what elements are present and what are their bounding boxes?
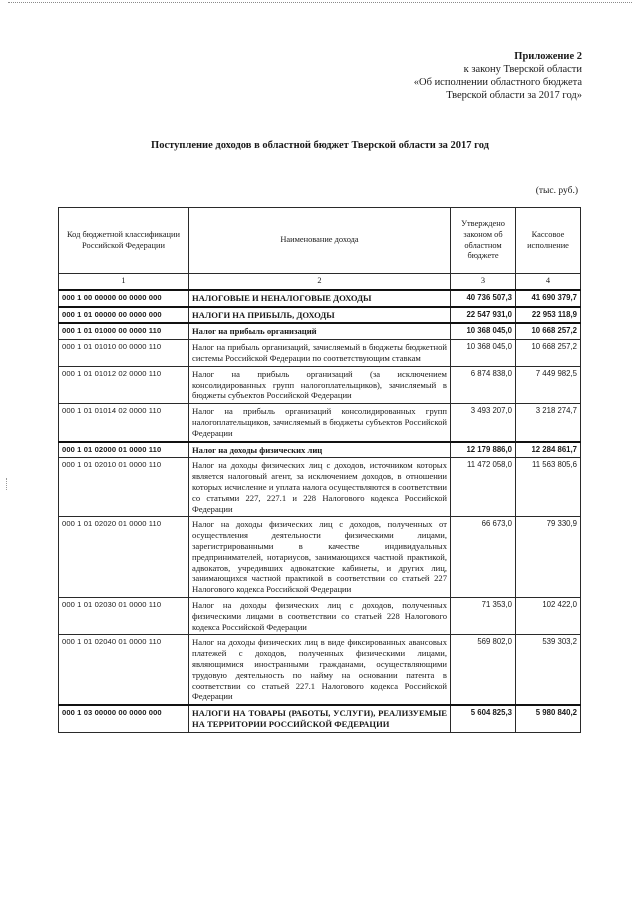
row-code: 000 1 01 01014 02 0000 110 [59,404,189,442]
row-name: НАЛОГОВЫЕ И НЕНАЛОГОВЫЕ ДОХОДЫ [189,290,451,307]
column-number: 1 [59,274,189,290]
row-actual: 3 218 274,7 [516,404,581,442]
row-code: 000 1 01 01010 00 0000 110 [59,340,189,367]
table-row [59,635,581,705]
units-label: (тыс. руб.) [535,186,578,196]
scan-top-border [8,2,632,3]
row-actual: 12 284 861,7 [516,442,581,458]
row-actual: 102 422,0 [516,597,581,634]
header-code: Код бюджетной классификации Российской Федерации [59,208,189,274]
row-name: Налог на прибыль организаций, зачисляемый в бюджеты бюджетной системы Российской Федерации по соответствующим ставкам [189,340,451,367]
appendix-line-1: к закону Тверской области [463,64,582,75]
row-approved: 40 736 507,3 [451,290,516,307]
row-approved: 569 802,0 [451,635,516,705]
header-name: Наименование дохода [189,208,451,274]
row-actual: 22 953 118,9 [516,307,581,324]
row-code: 000 1 01 02040 01 0000 110 [59,635,189,705]
table-row [59,404,581,442]
row-actual: 10 668 257,2 [516,323,581,339]
row-code: 000 1 01 01012 02 0000 110 [59,366,189,403]
appendix-line-3: Тверской области за 2017 год» [446,90,582,101]
row-code: 000 1 01 02010 01 0000 110 [59,458,189,517]
row-code: 000 1 01 02000 01 0000 110 [59,442,189,458]
header-actual: Кассовое исполнение [516,208,581,274]
header-approved: Утверждено законом об областном бюджете [451,208,516,274]
row-approved: 5 604 825,3 [451,705,516,732]
table-row [59,340,581,367]
row-approved: 11 472 058,0 [451,458,516,517]
table-row [59,705,581,732]
appendix-line-2: «Об исполнении областного бюджета [413,77,582,88]
table-row [59,323,581,339]
row-name: Налог на доходы физических лиц с доходов, полученных физическими лицами в соответствии со статьей 228 Налогового кодекса Российской Федерации [189,597,451,634]
row-code: 000 1 03 00000 00 0000 000 [59,705,189,732]
row-code: 000 1 01 02020 01 0000 110 [59,517,189,598]
row-name: Налог на прибыль организаций (за исключением консолидированных групп налогоплательщиков), зачисляемый в бюджеты субъектов Российской Федерации [189,366,451,403]
table-row [59,290,581,307]
row-code: 000 1 01 01000 00 0000 110 [59,323,189,339]
header-row [59,208,581,274]
scan-margin-mark [6,478,10,490]
appendix-header [322,50,582,102]
row-actual: 10 668 257,2 [516,340,581,367]
row-approved: 6 874 838,0 [451,366,516,403]
row-code: 000 1 00 00000 00 0000 000 [59,290,189,307]
table-row [59,307,581,324]
row-approved: 66 673,0 [451,517,516,598]
row-approved: 3 493 207,0 [451,404,516,442]
table-row [59,442,581,458]
row-name: НАЛОГИ НА ТОВАРЫ (РАБОТЫ, УСЛУГИ), РЕАЛИЗУЕМЫЕ НА ТЕРРИТОРИИ РОССИЙСКОЙ ФЕДЕРАЦИИ [189,705,451,732]
table-row [59,597,581,634]
row-actual: 5 980 840,2 [516,705,581,732]
table-row [59,366,581,403]
table-row [59,458,581,517]
row-name: Налог на доходы физических лиц [189,442,451,458]
row-name: Налог на прибыль организаций [189,323,451,339]
column-number-row [59,274,581,290]
row-name: НАЛОГИ НА ПРИБЫЛЬ, ДОХОДЫ [189,307,451,324]
column-number: 4 [516,274,581,290]
document-title: Поступление доходов в областной бюджет Тверской области за 2017 год [151,140,489,151]
row-approved: 12 179 886,0 [451,442,516,458]
row-actual: 41 690 379,7 [516,290,581,307]
row-actual: 7 449 982,5 [516,366,581,403]
row-name: Налог на доходы физических лиц с доходов, источником которых является налоговый агент, за исключением доходов, в отношении которых исчисление и уплата налога осуществляются в соответствии со статьями 227, 227.1 и 228 Налогового кодекса Российской Федерации [189,458,451,517]
row-approved: 10 368 045,0 [451,323,516,339]
row-code: 000 1 01 00000 00 0000 000 [59,307,189,324]
row-name: Налог на прибыль организаций консолидированных групп налогоплательщиков, зачисляемый в бюджеты субъектов Российской Федерации [189,404,451,442]
row-approved: 22 547 931,0 [451,307,516,324]
row-approved: 71 353,0 [451,597,516,634]
row-actual: 11 563 805,6 [516,458,581,517]
column-number: 3 [451,274,516,290]
row-name: Налог на доходы физических лиц с доходов, полученных от осуществления деятельности физическими лицами, зарегистрированными в качестве индивидуальных предпринимателей, нотариусов, занимающихся частной практикой, адвокатов, учредивших адвокатские кабинеты, и других лиц, занимающихся частной практикой в соответствии со статьей 227 Налогового кодекса Российской Федерации [189,517,451,598]
appendix-title: Приложение 2 [514,51,582,62]
row-approved: 10 368 045,0 [451,340,516,367]
table-row [59,517,581,598]
row-code: 000 1 01 02030 01 0000 110 [59,597,189,634]
income-table [58,207,581,733]
row-name: Налог на доходы физических лиц в виде фиксированных авансовых платежей с доходов, полученных физическими лицами, являющимися иностранными гражданами, осуществляющими трудовую деятельность по найму на основании патента в соответствии со статьей 227.1 Налогового кодекса Российской Федерации [189,635,451,705]
row-actual: 539 303,2 [516,635,581,705]
row-actual: 79 330,9 [516,517,581,598]
column-number: 2 [189,274,451,290]
